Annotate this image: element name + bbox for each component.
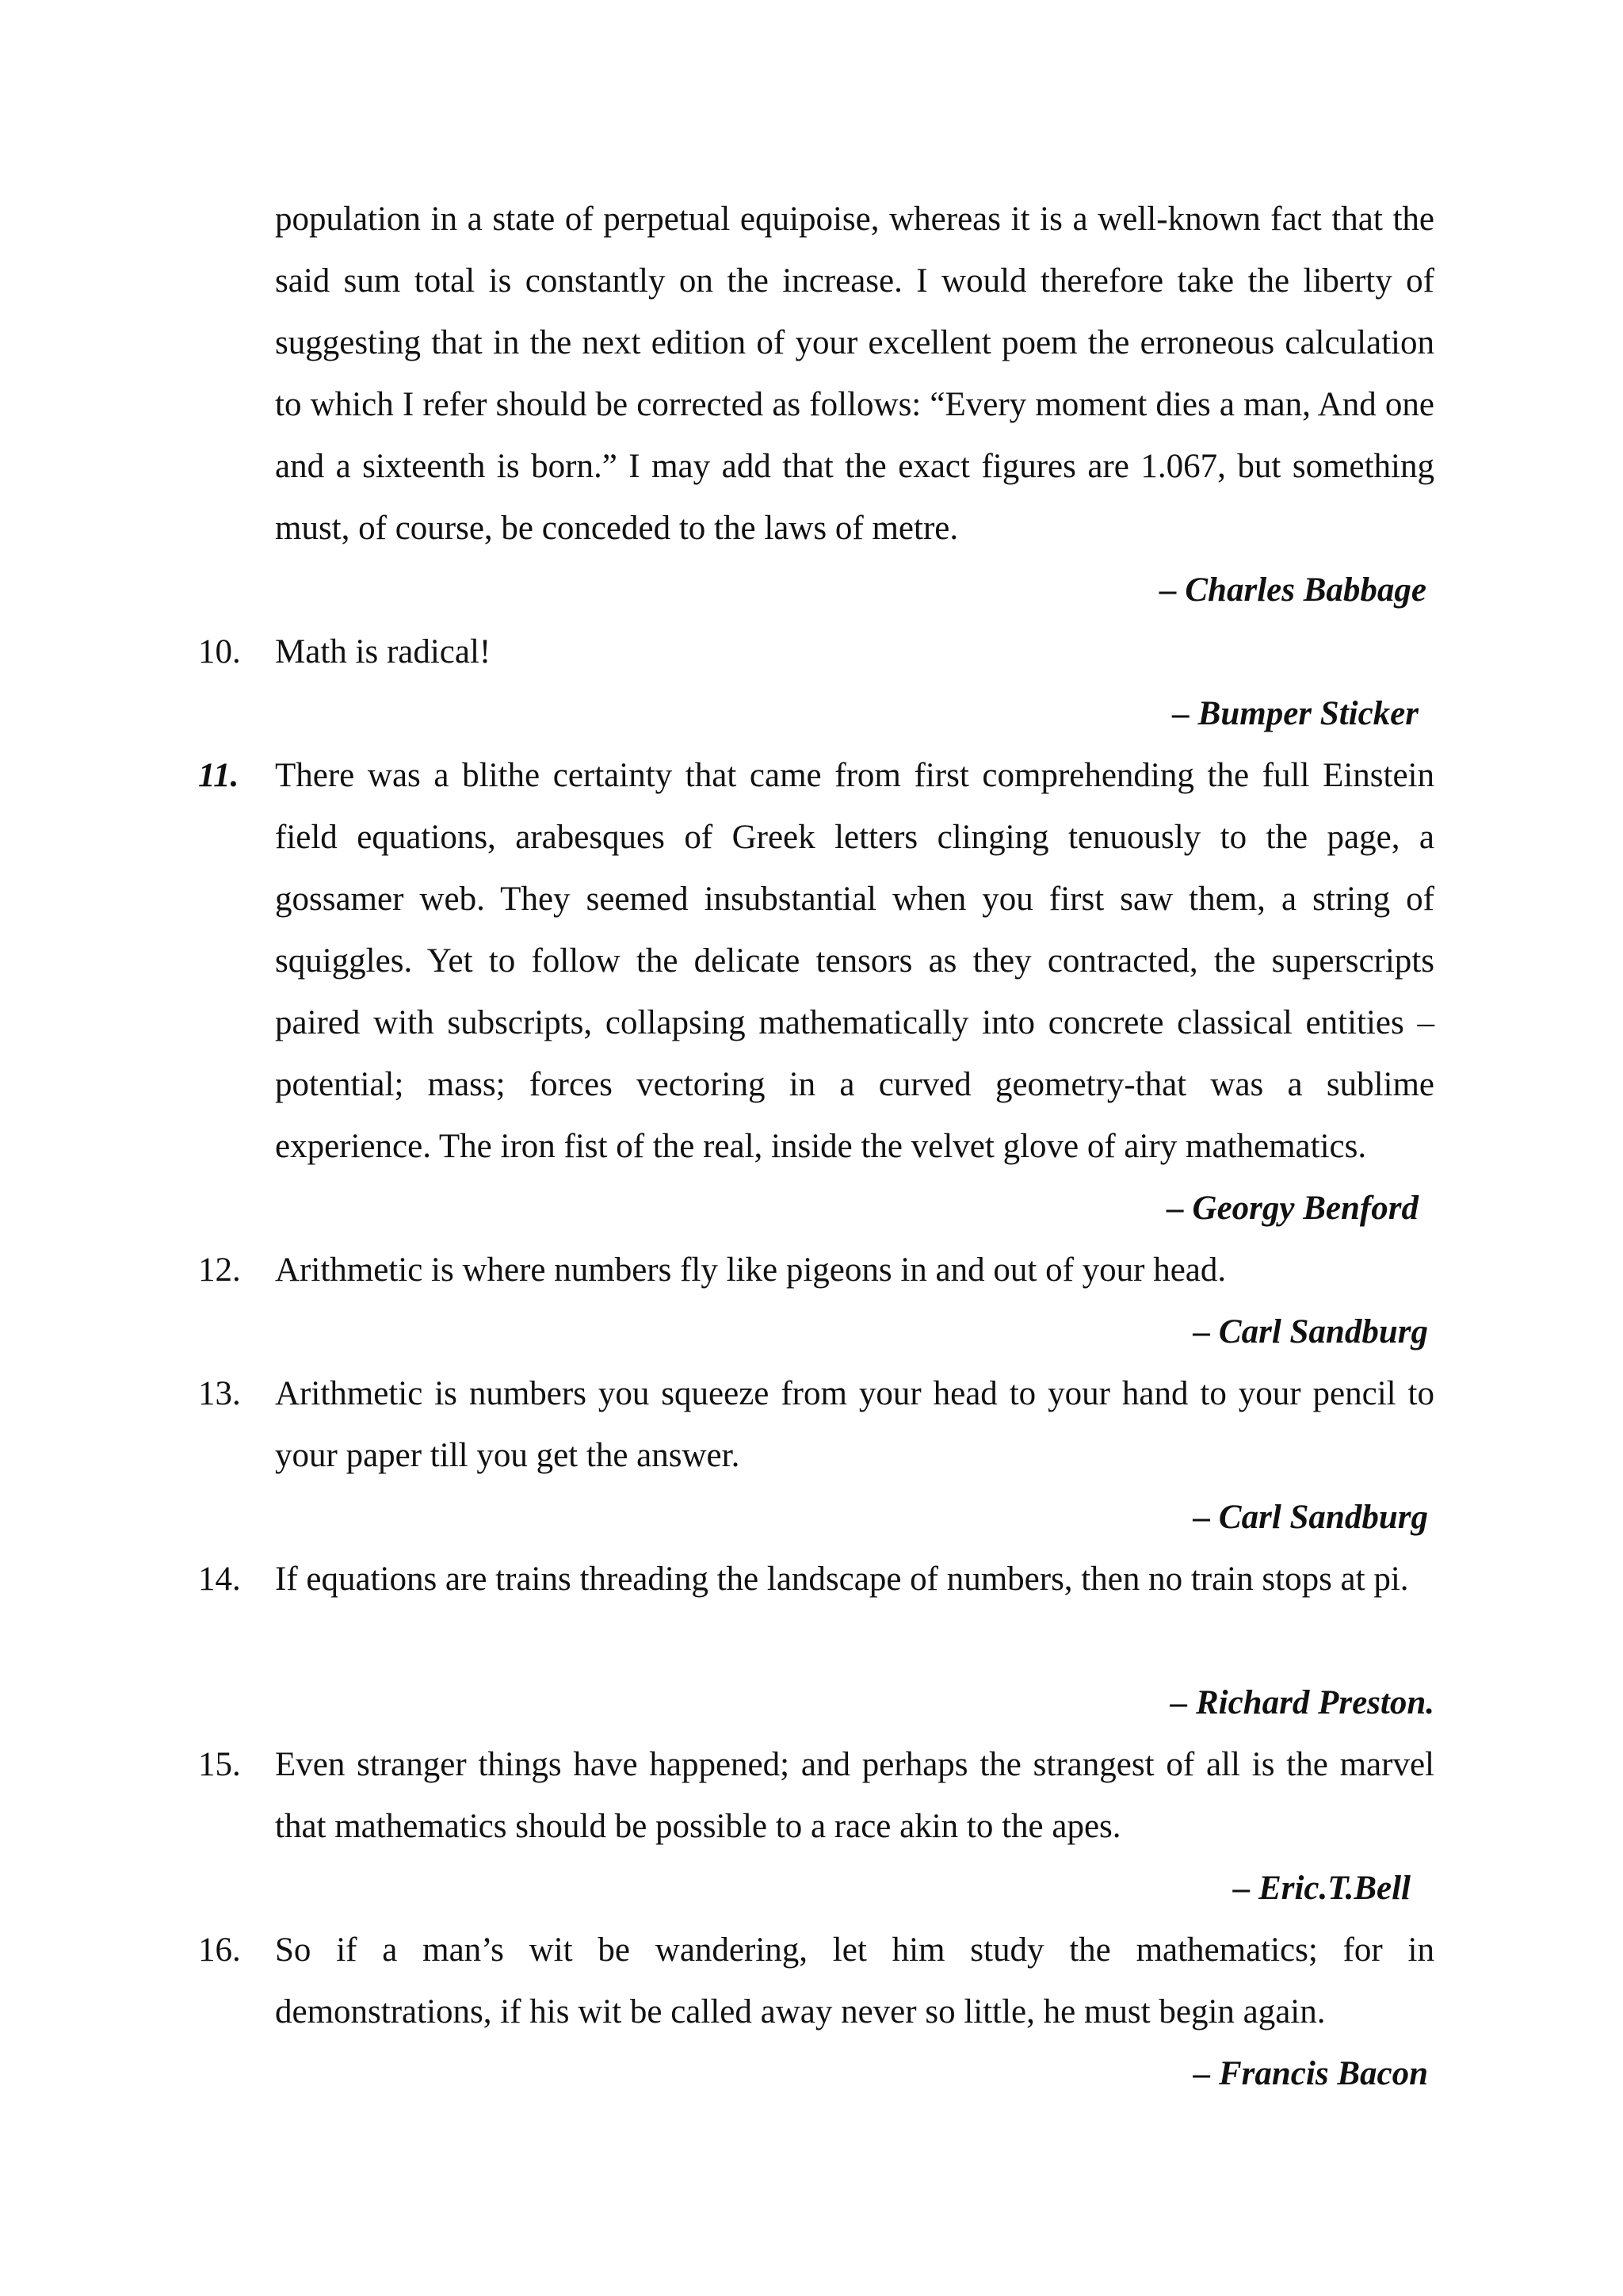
- quote-text: There was a blithe certainty that came from first comprehending the full Einstein field equations, arabesques of Greek letters clinging tenuously to the page, a gossamer web. They seemed insubstantial when you first saw them, a string of squiggles. Yet to follow the delicate tensors as they contracted, the superscripts paired with subscripts, collapsing mathematically into concrete classical entities – potential; mass; forces vectoring in a curved geometry-that was a sublime experience. The iron fist of the real, inside the velvet glove of airy mathematics.: [275, 757, 1434, 1165]
- quote-number: 12.: [198, 1251, 241, 1289]
- quote-text: If equations are trains threading the landscape of numbers, then no train stops at pi.: [275, 1561, 1409, 1598]
- quote-text: Arithmetic is numbers you squeeze from your head to your hand to your pencil to your paper till you get the answer.: [275, 1375, 1434, 1474]
- quote-author: – Charles Babbage: [1159, 571, 1426, 609]
- quote-number: 10.: [198, 633, 241, 670]
- quote-author: – Richard Preston.: [1170, 1684, 1434, 1721]
- quote-text: So if a man’s wit be wandering, let him study the mathematics; for in demonstrations, if his wit be called away never so little, he must begin again.: [275, 1931, 1434, 2030]
- quote-author: – Carl Sandburg: [1193, 1499, 1428, 1536]
- quote-author: – Georgy Benford: [1167, 1190, 1419, 1227]
- quote-number: 14.: [198, 1561, 241, 1598]
- quote-number: 15.: [198, 1746, 241, 1783]
- quote-text: Even stranger things have happened; and perhaps the strangest of all is the marvel that mathematics should be possible to a race akin to the apes.: [275, 1746, 1434, 1845]
- quote-number: 11.: [198, 757, 239, 794]
- quote-text: Math is radical!: [275, 633, 491, 670]
- quote-number: 16.: [198, 1931, 241, 1969]
- quote-author: – Bumper Sticker: [1172, 695, 1419, 732]
- quote-author: – Eric.T.Bell: [1232, 1870, 1411, 1907]
- quote-text: Arithmetic is where numbers fly like pigeons in and out of your head.: [275, 1251, 1227, 1289]
- quote-text: population in a state of perpetual equipoise, whereas it is a well-known fact that the said sum total is constantly on the increase. I would therefore take the liberty of suggesting that in the next edition of your excellent poem the erroneous calculation to which I refer should be corrected as follows: “Every moment dies a man, And one and a sixteenth is born.” I may add that the exact figures are 1.067, but something must, of course, be conceded to the laws of metre.: [275, 201, 1434, 547]
- quote-author: – Francis Bacon: [1193, 2055, 1428, 2092]
- quote-author: – Carl Sandburg: [1193, 1313, 1428, 1350]
- quote-number: 13.: [198, 1375, 241, 1412]
